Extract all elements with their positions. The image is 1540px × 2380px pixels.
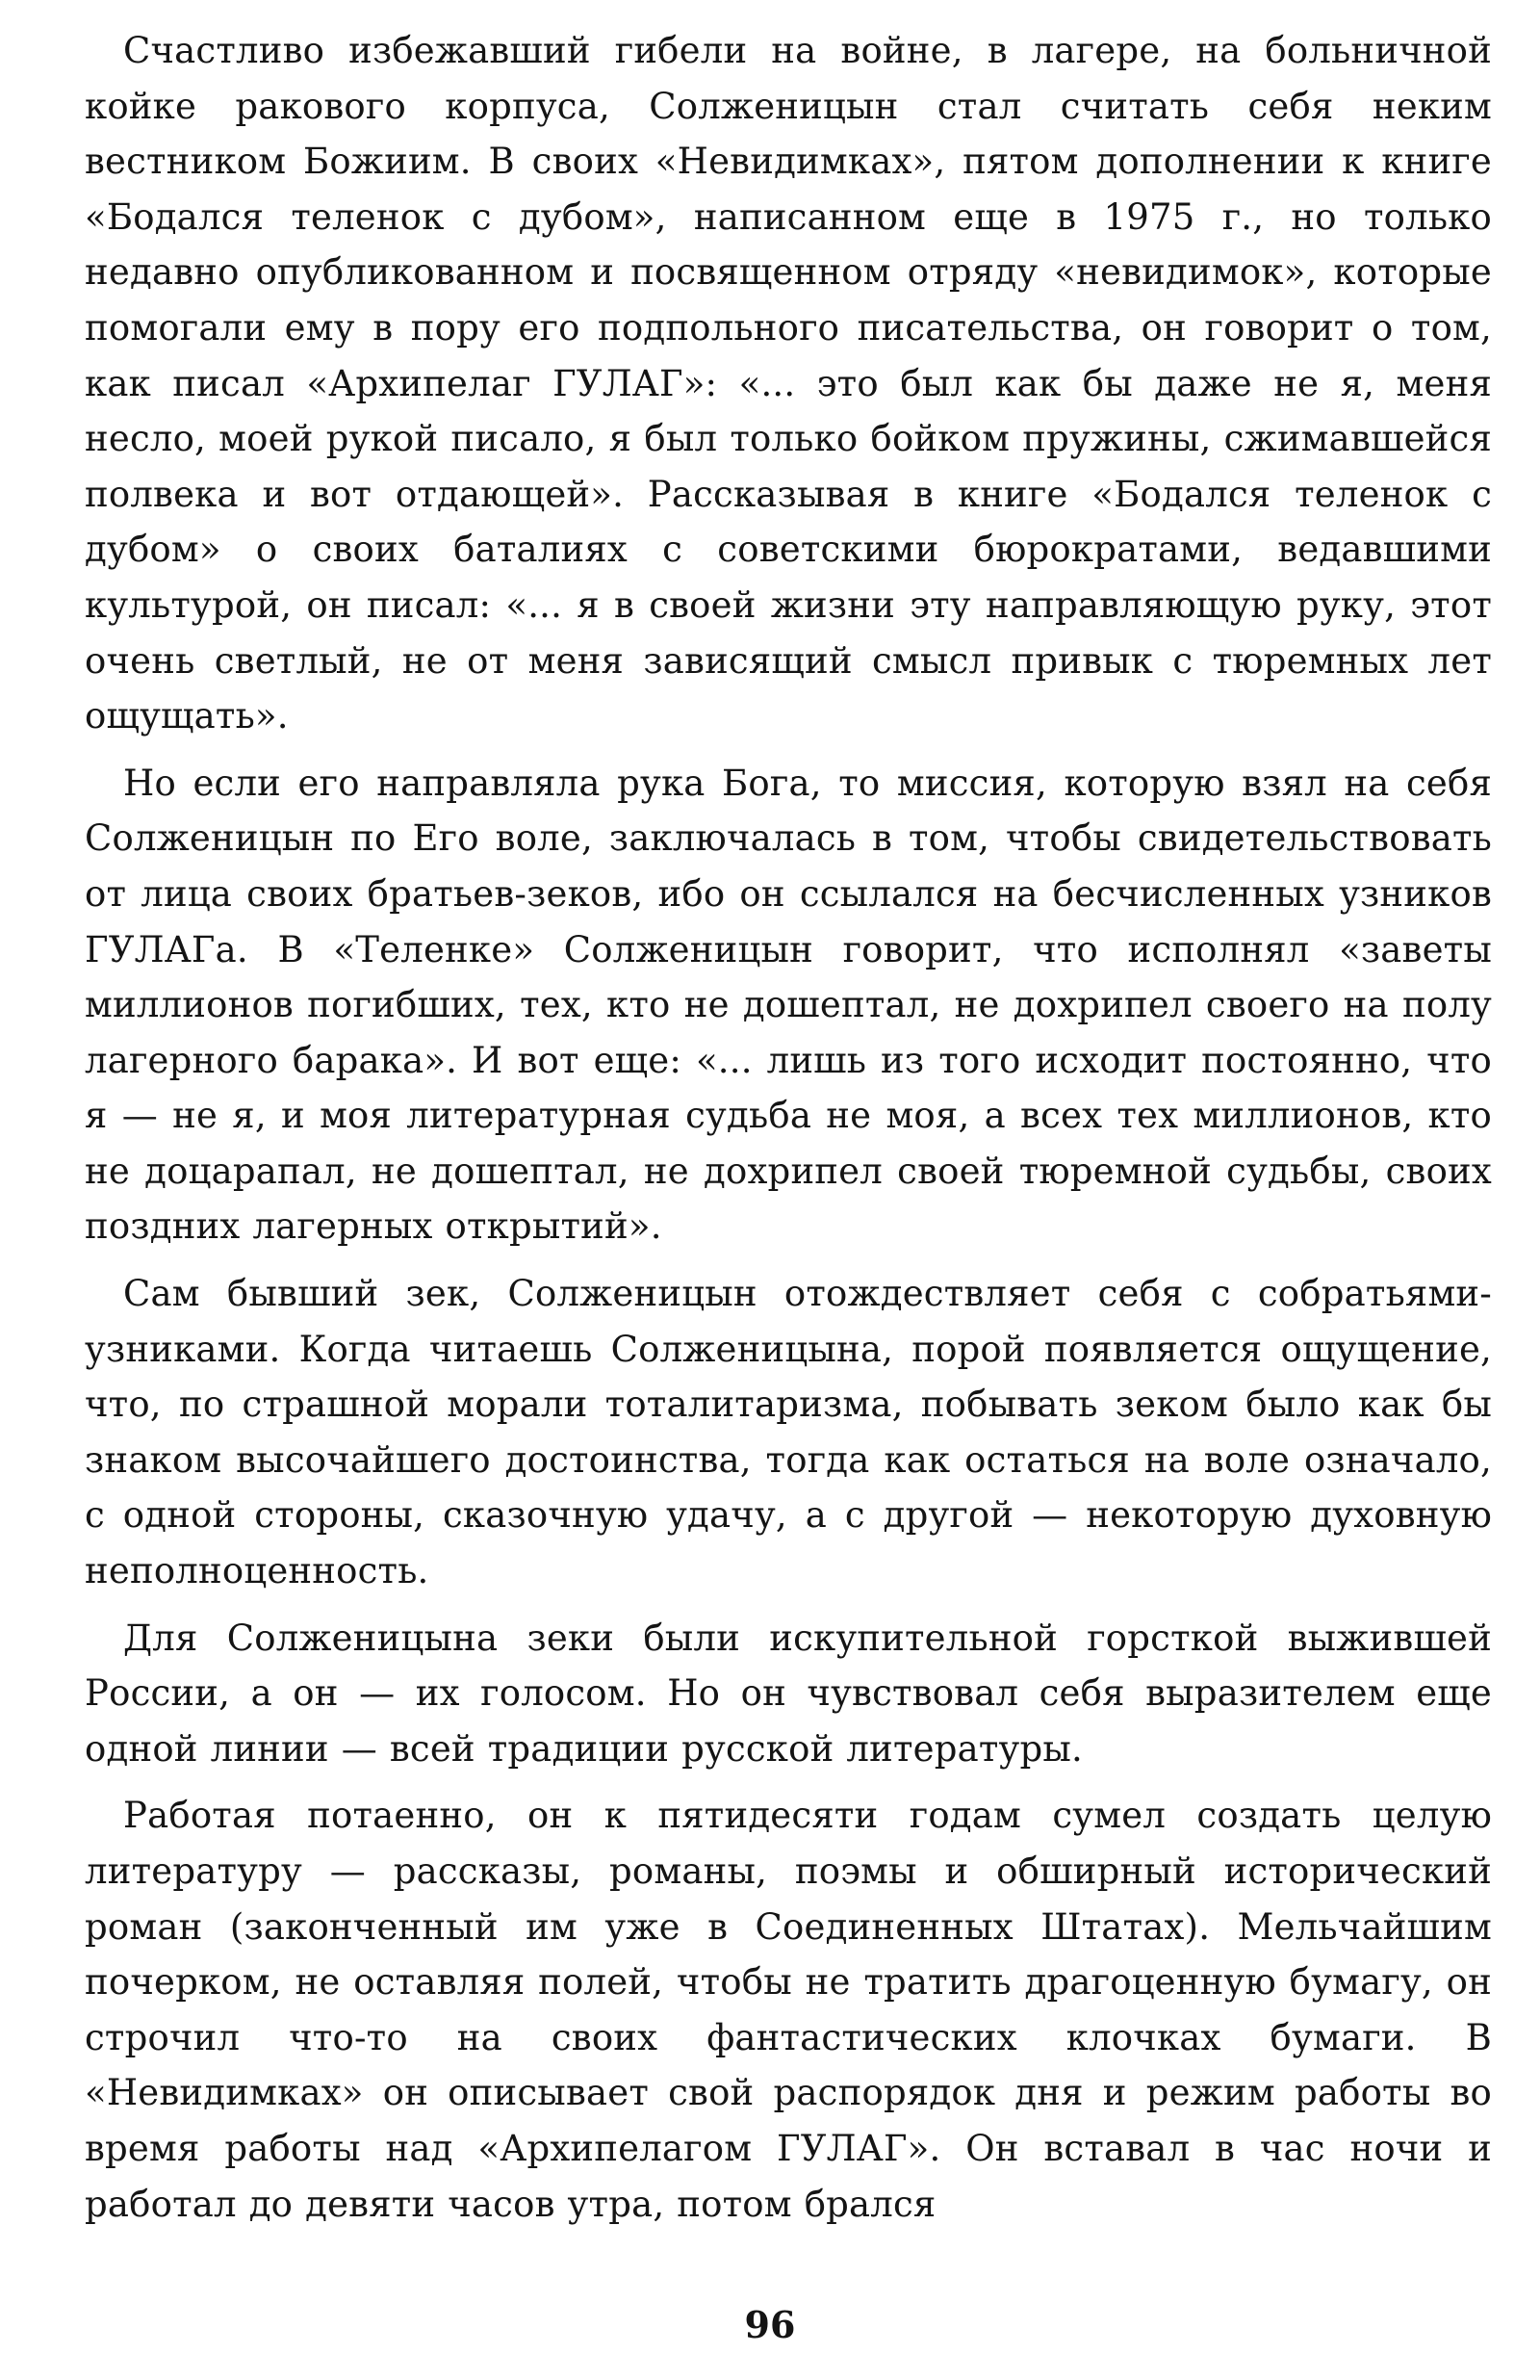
paragraph-4: Для Солженицына зеки были искупительной горсткой выжившей России, а он — их голосом. Но он чувствовал себя выразителем еще одной линии — всей традиции русской литературы. — [85, 1617, 1492, 1770]
paragraph-5: Работая потаенно, он к пятидесяти годам сумел создать целую литературу — рассказы, романы, поэмы и обширный исторический роман (законченный им уже в Соединенных Штатах). Мельчайшим почерком, не оставляя полей, чтобы не тратить драгоценную бумагу, он строчил что-то на своих фантастических клочках бумаги. В «Невидимках» он описывает свой распорядок дня и режим работы во время работы над «Архипелагом ГУЛАГ». Он вставал в час ночи и работал до девяти часов утра, потом брался — [85, 1795, 1492, 2225]
paragraph-1: Счастливо избежавший гибели на войне, в лагере, на больничной койке ракового корпуса, Солженицын стал считать себя неким вестником Божиим. В своих «Невидимках», пятом дополнении к книге «Бодался теленок с дубом», написанном еще в 1975 г., но только недавно опубликованном и посвященном отряду «невидимок», которые помогали ему в пору его подпольного писательства, он говорит о том, как писал «Архипелаг ГУЛАГ»: «... это был как бы даже не я, меня несло, моей рукой писало, я был только бойком пружины, сжимавшейся полвека и вот отдающей». Рассказывая в книге «Бодался теленок с дубом» о своих баталиях с советскими бюрократами, ведавшими культурой, он писал: «... я в своей жизни эту направляющую руку, этот очень светлый, не от меня зависящий смысл привык с тюремных лет ощущать». — [85, 30, 1492, 737]
page-number: 96 — [744, 2303, 796, 2346]
paragraph-2: Но если его направляла рука Бога, то миссия, которую взял на себя Солженицын по Его воле, заключалась в том, чтобы свидетельствовать от лица своих братьев-зеков, ибо он ссылался на бесчисленных узников ГУЛАГа. В «Теленке» Солженицын говорит, что исполнял «заветы миллионов погибших, тех, кто не дошептал, не дохрипел своего на полу лагерного барака». И вот еще: «... лишь из того исходит постоянно, что я — не я, и моя литературная судьба не моя, а всех тех миллионов, кто не доцарапал, не дошептал, не дохрипел своей тюремной судьбы, своих поздних лагерных открытий». — [85, 762, 1492, 1248]
body-text — [85, 23, 1492, 2243]
paragraph-3: Сам бывший зек, Солженицын отождествляет себя с собратьями-узниками. Когда читаешь Солженицына, порой появляется ощущение, что, по страшной морали тоталитаризма, побывать зеком было как бы знаком высочайшего достоинства, тогда как остаться на воле означало, с одной стороны, сказочную удачу, а с другой — некоторую духовную неполноценность. — [85, 1273, 1492, 1592]
